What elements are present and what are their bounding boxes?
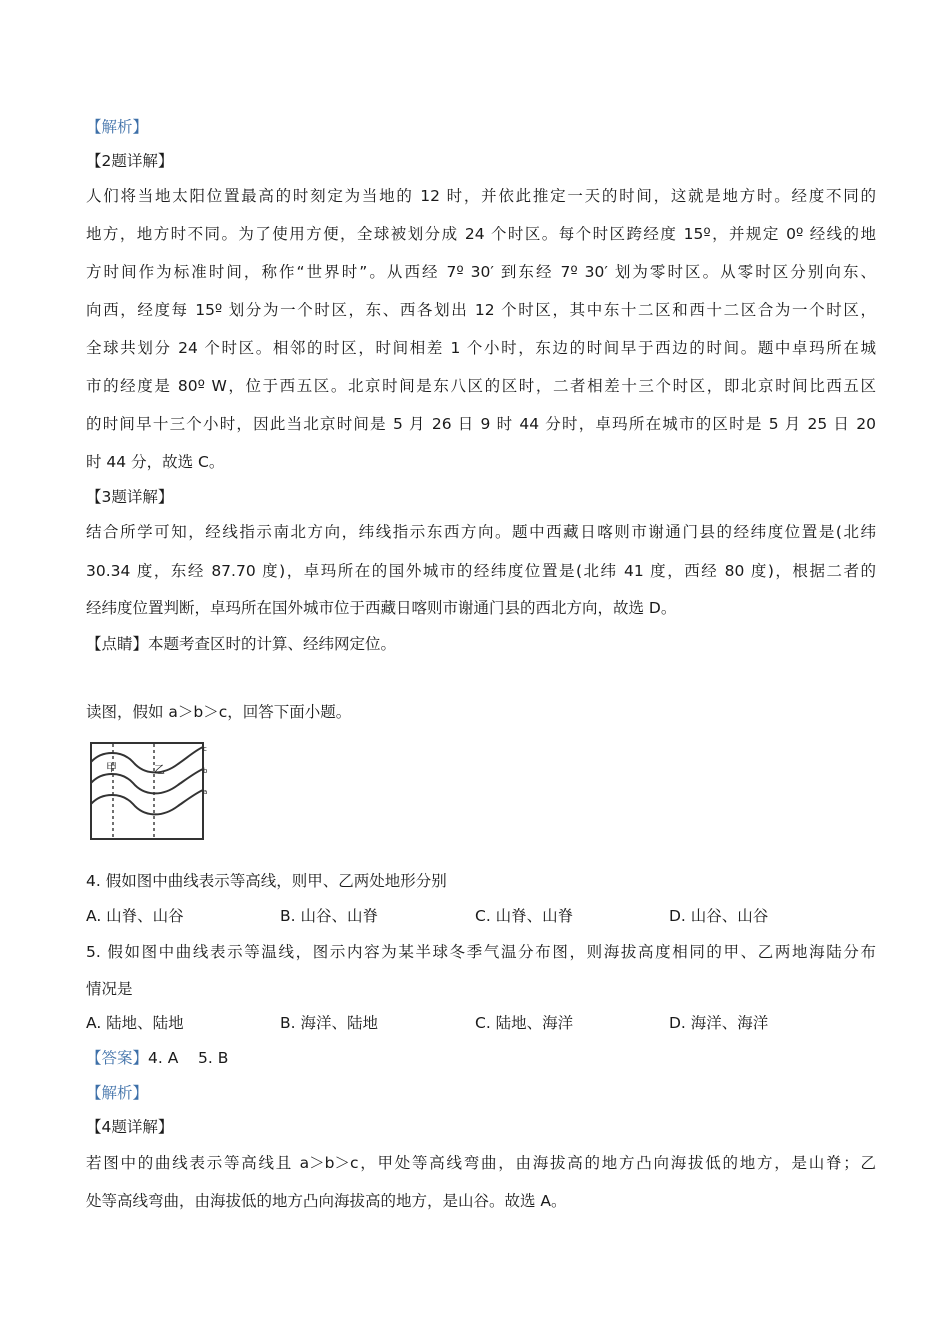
label-b: b: [203, 767, 208, 775]
q2-paragraph-line: 的时间早十三个小时，因此当北京时间是 5 月 26 日 9 时 44 分时，卓玛所在城市的区时是 5 月 25 日 20: [86, 415, 876, 433]
q4-paragraph-line: 若图中的曲线表示等高线且 a＞b＞c，甲处等高线弯曲，由海拔高的地方凸向海拔低的地方，是山脊；乙: [86, 1154, 876, 1172]
q4-option-b: B. 山谷、山脊: [280, 907, 378, 925]
label-jia: 甲: [106, 761, 117, 774]
q2-paragraph-line: 方时间作为标准时间，称作“世界时”。从西经 7º 30′ 到东经 7º 30′ 划为零时区。从零时区分别向东、: [86, 263, 876, 281]
q4-option-d: D. 山谷、山谷: [669, 907, 769, 925]
dianjing-note: 【点睛】本题考查区时的计算、经纬网定位。: [86, 635, 397, 653]
q5-option-a: A. 陆地、陆地: [86, 1014, 184, 1032]
section-label-jiexi-2: 【解析】: [86, 1084, 149, 1102]
q3-paragraph-line: 30.34 度，东经 87.70 度)，卓玛所在的国外城市的经纬度位置是(北纬 41 度，西经 80 度)，根据二者的: [86, 562, 876, 580]
q5-option-c: C. 陆地、海洋: [475, 1014, 574, 1032]
q2-paragraph-line: 时 44 分，故选 C。: [86, 453, 225, 471]
q3-paragraph-line: 结合所学可知，经线指示南北方向，纬线指示东西方向。题中西藏日喀则市谢通门县的经纬度位置是(北纬: [86, 523, 876, 541]
answer-text: 4. A 5. B: [148, 1049, 229, 1067]
q2-paragraph-line: 人们将当地太阳位置最高的时刻定为当地的 12 时，并依此推定一天的时间，这就是地方时。经度不同的: [86, 187, 876, 205]
label-yi: 乙: [154, 763, 165, 776]
q4-header: 【4题详解】: [86, 1118, 174, 1136]
q5-stem-line: 5. 假如图中曲线表示等温线，图示内容为某半球冬季气温分布图，则海拔高度相同的甲、乙两地海陆分布: [86, 943, 876, 961]
q3-paragraph-line: 经纬度位置判断，卓玛所在国外城市位于西藏日喀则市谢通门县的西北方向，故选 D。: [86, 599, 677, 617]
q3-header: 【3题详解】: [86, 488, 174, 506]
q5-option-d: D. 海洋、海洋: [669, 1014, 769, 1032]
q4-option-c: C. 山脊、山脊: [475, 907, 574, 925]
q2-paragraph-line: 全球共划分 24 个时区。相邻的时区，时间相差 1 个小时，东边的时间早于西边的时间。题中卓玛所在城: [86, 339, 876, 357]
q2-paragraph-line: 地方，地方时不同。为了使用方便，全球被划分成 24 个时区。每个时区跨经度 15º，并规定 0º 经线的地: [86, 225, 876, 243]
q4-option-a: A. 山脊、山谷: [86, 907, 184, 925]
label-c: c: [203, 745, 207, 753]
contour-figure: [88, 740, 212, 844]
answer-label: 【答案】: [86, 1049, 149, 1067]
q5-option-b: B. 海洋、陆地: [280, 1014, 378, 1032]
contour-diagram: [88, 740, 212, 844]
q5-stem-line: 情况是: [86, 980, 133, 998]
section-label-jiexi: 【解析】: [86, 118, 149, 136]
question-intro: 读图，假如 a＞b＞c，回答下面小题。: [86, 703, 352, 721]
q2-header: 【2题详解】: [86, 152, 174, 170]
q2-paragraph-line: 向西，经度每 15º 划分为一个时区，东、西各划出 12 个时区，其中东十二区和西十二区合为一个时区，: [86, 301, 876, 319]
q2-paragraph-line: 市的经度是 80º W，位于西五区。北京时间是东八区的区时，二者相差十三个时区，即北京时间比西五区: [86, 377, 876, 395]
q4-stem: 4. 假如图中曲线表示等高线，则甲、乙两处地形分别: [86, 872, 447, 890]
q4-paragraph-line: 处等高线弯曲，由海拔低的地方凸向海拔高的地方，是山谷。故选 A。: [86, 1192, 567, 1210]
answer-row: [86, 1048, 876, 1068]
contour-line-a: [91, 790, 203, 814]
label-a: a: [203, 788, 208, 796]
